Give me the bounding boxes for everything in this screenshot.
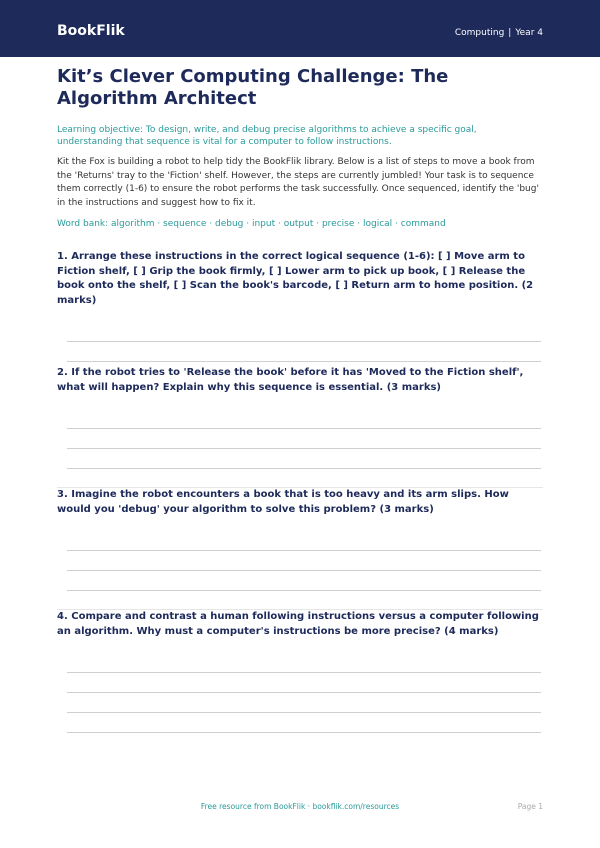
- answer-line[interactable]: [67, 361, 541, 362]
- answer-line[interactable]: [67, 692, 541, 693]
- intro-paragraph: Kit the Fox is building a robot to help tidy the BookFlik library. Below is a list of steps to move a book from the 'Returns' tray to the 'Fiction' shelf. However, the steps are currently jumbled! Your task is to sequence them correctly (1-6) to ensure the robot performs the task successfully. Once sequenced, identify the 'bug' in the instructions and suggest how to fix it.: [57, 157, 539, 208]
- question-4: [57, 609, 543, 639]
- answer-line[interactable]: [67, 341, 541, 342]
- subject-year-label: [455, 27, 543, 39]
- question-1: [57, 250, 543, 308]
- answer-line[interactable]: [67, 672, 541, 673]
- question-3-text: 3. Imagine the robot encounters a book that is too heavy and its arm slips. How would you 'debug' your algorithm to solve this problem? (3 marks): [57, 489, 509, 515]
- footer-link[interactable]: Free resource from BookFlik · bookflik.com/resources: [200, 802, 400, 811]
- answer-line[interactable]: [67, 590, 541, 591]
- worksheet-title: Kit’s Clever Computing Challenge: The Algorithm Architect: [57, 66, 449, 109]
- subject-label: Computing: [454, 28, 505, 38]
- answer-line[interactable]: [67, 468, 541, 469]
- worksheet-intro: [57, 66, 543, 230]
- answer-line[interactable]: [67, 448, 541, 449]
- question-2-text: 2. If the robot tries to 'Release the book' before it has 'Moved to the Fiction shelf', what will happen? Explain why this sequence is essential. (3 marks): [57, 367, 524, 393]
- answer-line[interactable]: [67, 712, 541, 713]
- question-3: [57, 487, 543, 517]
- footer: [0, 801, 600, 815]
- question-1-text: 1. Arrange these instructions in the correct logical sequence (1-6): [ ] Move arm to Fiction shelf, [ ] Grip the book firmly, [ ] Lower arm to pick up book, [ ] Release the book onto the shelf, [ ] Scan the book's barcode, [ ] Return arm to home position. (2 marks): [57, 251, 534, 306]
- question-divider: [57, 487, 543, 488]
- learning-objective: Learning objective: To design, write, and debug precise algorithms to achieve a specific goal, understanding that sequence is vital for a computer to follow instructions.: [57, 125, 477, 147]
- question-2: [57, 366, 543, 395]
- answer-line[interactable]: [67, 732, 541, 733]
- answer-line[interactable]: [67, 570, 541, 571]
- answer-line[interactable]: [67, 428, 541, 429]
- word-bank: Word bank: algorithm · sequence · debug · input · output · precise · logical · command: [57, 219, 446, 229]
- year-label: Year 4: [515, 28, 543, 38]
- header-bar: [0, 0, 600, 57]
- question-divider: [57, 609, 543, 610]
- answer-line[interactable]: [67, 550, 541, 551]
- meta-separator: |: [508, 28, 512, 38]
- brand-logo[interactable]: BookFlik: [57, 23, 125, 39]
- question-4-text: 4. Compare and contrast a human following instructions versus a computer following an algorithm. Why must a computer's instructions be more precise? (4 marks): [57, 611, 539, 637]
- page-number: Page 1: [517, 802, 543, 811]
